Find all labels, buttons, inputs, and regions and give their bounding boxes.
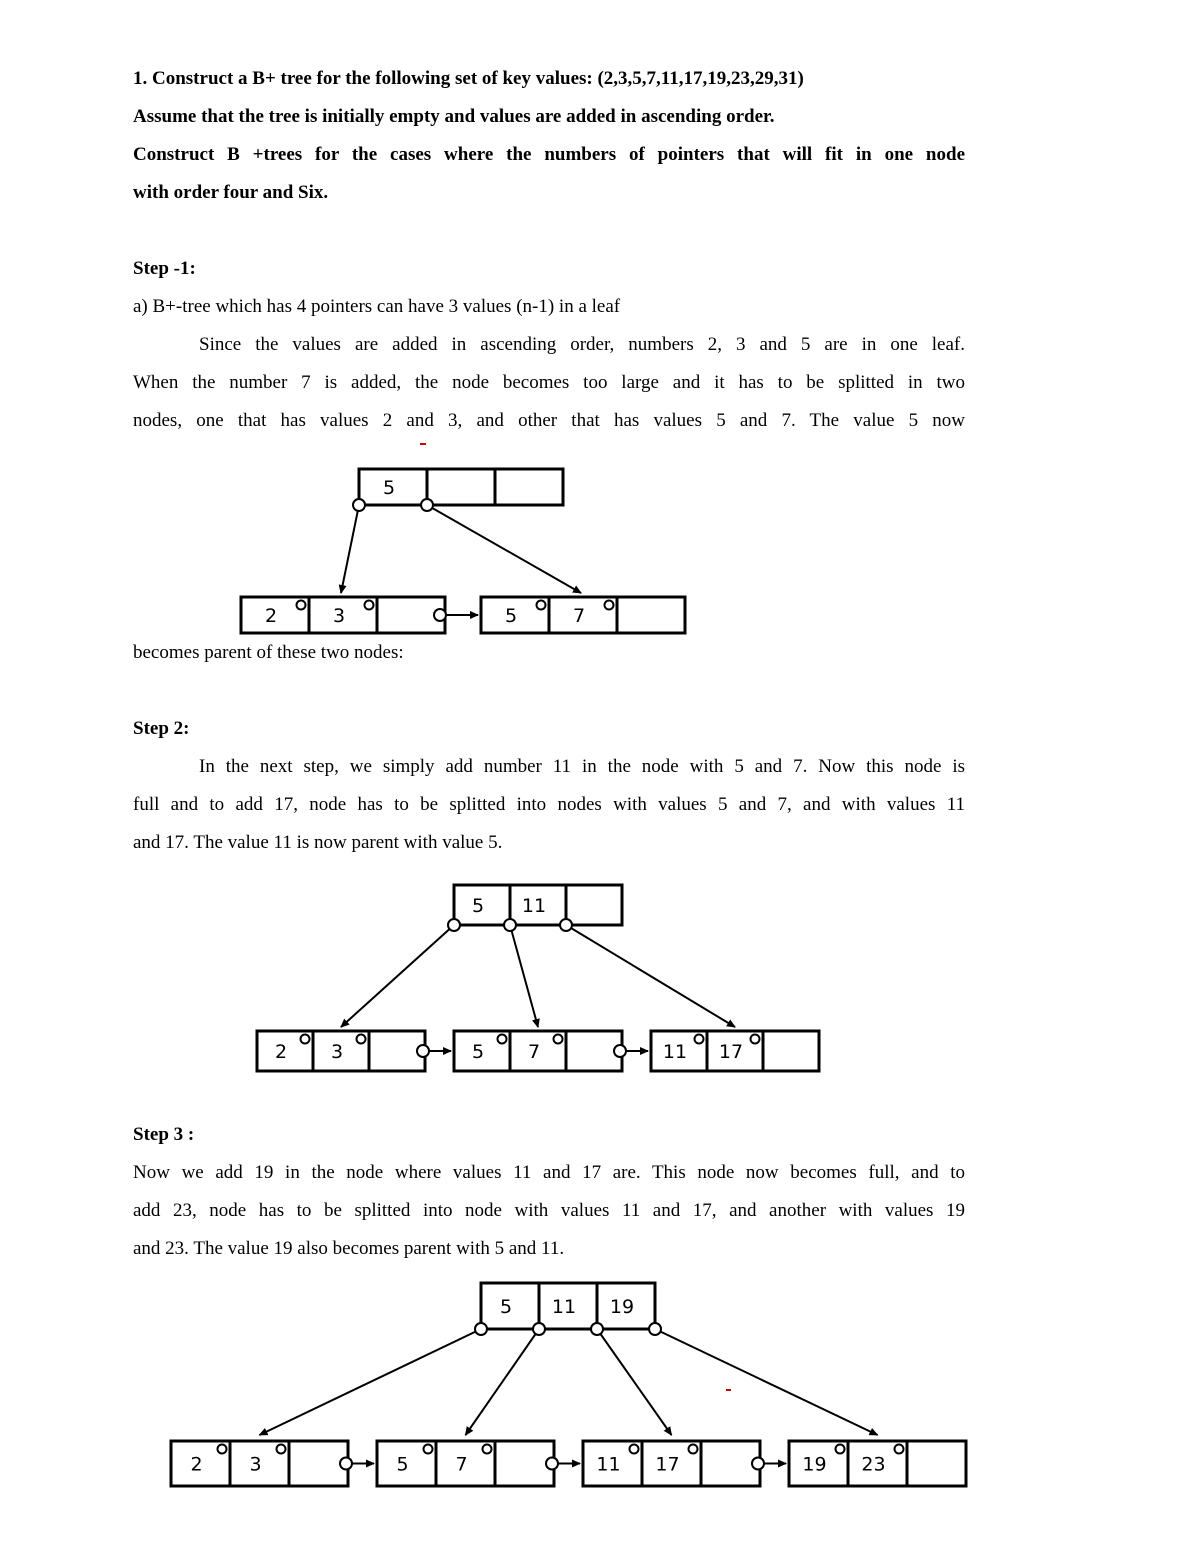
record-pointer-icon [301, 1035, 310, 1044]
tree1-leaf-key: 5 [504, 605, 518, 627]
record-pointer-icon [605, 601, 614, 610]
child-pointer-arrow [427, 505, 581, 593]
pointer-origin-icon [591, 1323, 603, 1335]
sibling-pointer-icon [417, 1045, 429, 1057]
step2-paragraph-line-1: In the next step, we simply add number 11 in the node with 5 and 7. Now this node is [199, 756, 965, 777]
sibling-pointer-icon [434, 609, 446, 621]
record-pointer-icon [537, 601, 546, 610]
record-pointer-icon [424, 1445, 433, 1454]
tree3-leaf-key: 19 [802, 1453, 827, 1476]
tree3-leaf-key: 23 [861, 1453, 886, 1476]
tree3-leaf-key: 3 [249, 1453, 262, 1476]
tree1-leaf-key: 3 [332, 605, 346, 627]
record-pointer-icon [836, 1445, 845, 1454]
tree1-leaf-key: 7 [572, 605, 586, 627]
tree2-leaf-key: 17 [718, 1041, 744, 1063]
tree2-root-key: 5 [471, 895, 485, 917]
sibling-pointer-icon [614, 1045, 626, 1057]
question-line-2: Assume that the tree is initially empty and values are added in ascending order. [133, 106, 775, 127]
tree3-leaf-key: 11 [596, 1453, 621, 1476]
tree3-leaf-key: 5 [396, 1453, 409, 1476]
tree2-leaf-key: 2 [274, 1041, 288, 1063]
pointer-origin-icon [353, 499, 365, 511]
child-pointer-arrow [466, 1329, 540, 1435]
record-pointer-icon [357, 1035, 366, 1044]
record-pointer-icon [498, 1035, 507, 1044]
question-line-4: with order four and Six. [133, 182, 329, 203]
tree3-root-key: 5 [499, 1296, 513, 1318]
pointer-origin-icon [560, 919, 572, 931]
tree2-leaf-key: 7 [527, 1041, 541, 1063]
record-pointer-icon [751, 1035, 760, 1044]
record-pointer-icon [895, 1445, 904, 1454]
pointer-origin-icon [504, 919, 516, 931]
sibling-pointer-icon [546, 1458, 558, 1470]
tree1-root-key: 5 [382, 477, 396, 499]
step3-paragraph-line-3: and 23. The value 19 also becomes parent with 5 and 11. [133, 1238, 565, 1259]
tree3-root-key: 11 [551, 1296, 577, 1318]
child-pointer-arrow [341, 505, 359, 593]
pointer-origin-icon [448, 919, 460, 931]
step1-paragraph-line-3: nodes, one that has values 2 and 3, and other that has values 5 and 7. The value 5 now [133, 410, 965, 431]
tree3-root-key: 19 [609, 1296, 635, 1318]
child-pointer-arrow [597, 1329, 672, 1435]
step3-paragraph-line-1: Now we add 19 in the node where values 11 and 17 are. This node now becomes full, and to [133, 1162, 965, 1183]
step3-paragraph-line-2: add 23, node has to be splitted into node with values 11 and 17, and another with values 19 [133, 1200, 965, 1221]
pointer-origin-icon [421, 499, 433, 511]
record-pointer-icon [689, 1445, 698, 1454]
pointer-origin-icon [533, 1323, 545, 1335]
tree2-root-key: 11 [521, 895, 547, 917]
record-pointer-icon [297, 601, 306, 610]
child-pointer-arrow [655, 1329, 878, 1435]
step3-heading: Step 3 : [133, 1124, 195, 1145]
step1-line-a: a) B+-tree which has 4 pointers can have 3 values (n-1) in a leaf [133, 296, 621, 317]
step1-paragraph-line-2: When the number 7 is added, the node becomes too large and it has to be splitted in two [133, 372, 965, 393]
record-pointer-icon [218, 1445, 227, 1454]
sibling-pointer-icon [340, 1458, 352, 1470]
step1-paragraph-line-4: becomes parent of these two nodes: [133, 642, 404, 663]
sibling-pointer-icon [752, 1458, 764, 1470]
step2-heading: Step 2: [133, 718, 190, 739]
pointer-origin-icon [475, 1323, 487, 1335]
record-pointer-icon [277, 1445, 286, 1454]
pointer-origin-icon [649, 1323, 661, 1335]
record-pointer-icon [695, 1035, 704, 1044]
step2-paragraph-line-2: full and to add 17, node has to be splitted into nodes with values 5 and 7, and with values 11 [133, 794, 965, 815]
tree2-leaf-key: 5 [471, 1041, 485, 1063]
record-pointer-icon [554, 1035, 563, 1044]
tree3-leaf-key: 7 [455, 1453, 468, 1476]
record-pointer-icon [483, 1445, 492, 1454]
child-pointer-arrow [510, 925, 538, 1027]
tree1-leaf-key: 2 [264, 605, 278, 627]
step1-heading: Step -1: [133, 258, 196, 279]
child-pointer-arrow [260, 1329, 482, 1435]
step2-paragraph-line-3: and 17. The value 11 is now parent with value 5. [133, 832, 503, 853]
child-pointer-arrow [341, 925, 454, 1027]
tree3-leaf-key: 2 [190, 1453, 203, 1476]
child-pointer-arrow [566, 925, 735, 1027]
tree2-leaf-key: 11 [662, 1041, 688, 1063]
record-pointer-icon [365, 601, 374, 610]
record-pointer-icon [630, 1445, 639, 1454]
step1-paragraph-line-1: Since the values are added in ascending order, numbers 2, 3 and 5 are in one leaf. [199, 334, 965, 355]
tree3-leaf-key: 17 [655, 1453, 680, 1476]
question-line-3: Construct B +trees for the cases where the numbers of pointers that will fit in one node [133, 144, 965, 165]
question-line-1: 1. Construct a B+ tree for the following set of key values: (2,3,5,7,11,17,19,23,29,31) [133, 68, 804, 89]
tree2-leaf-key: 3 [330, 1041, 344, 1063]
